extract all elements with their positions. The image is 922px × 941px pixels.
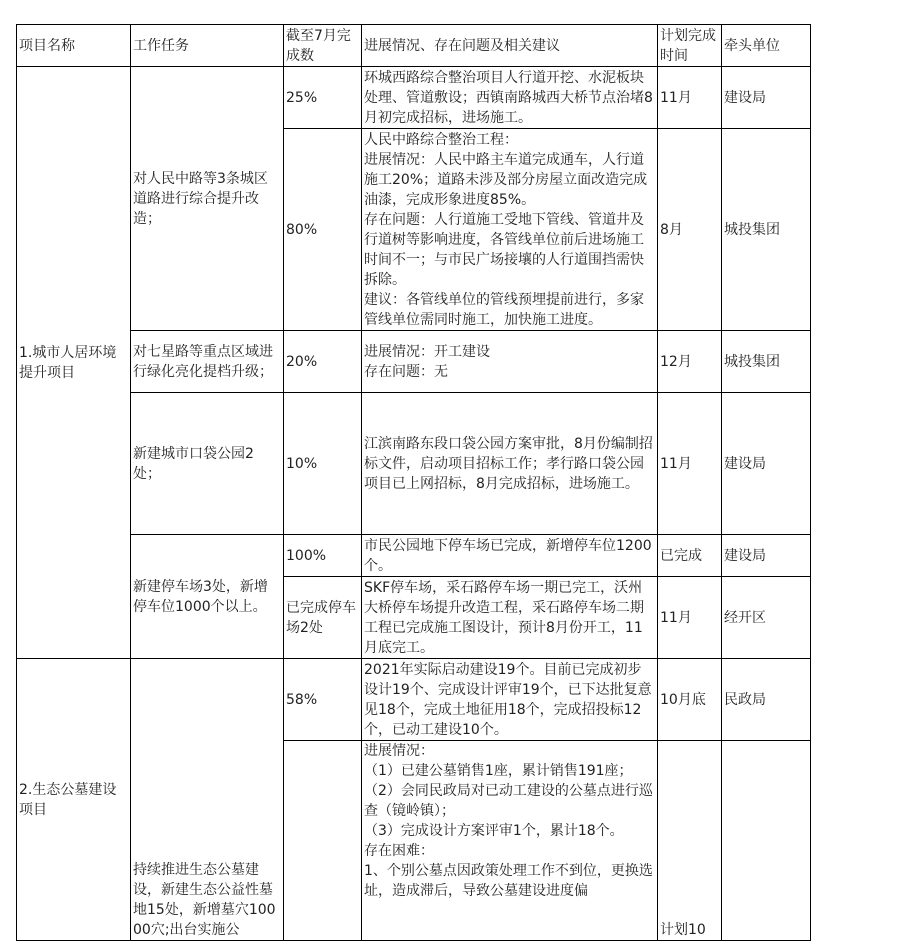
time-cell: 计划10 [658,741,722,941]
progress-cell: 环城西路综合整治项目人行道开挖、水泥板块处理、管道敷设；西镇南路城西大桥节点治堵8月初完成招标，进场施工。 [362,67,658,129]
table-row [17,535,811,577]
unit-cell: 城投集团 [722,129,811,331]
header-task: 工作任务 [131,25,284,67]
table-row [17,67,811,129]
task-cell: 新建城市口袋公园2处； [131,393,284,535]
unit-cell: 城投集团 [722,331,811,393]
progress-cell: 江滨南路东段口袋公园方案审批，8月份编制招标文件，启动项目招标工作；孝行路口袋公园项目已上网招标，8月完成招标，进场施工。 [362,393,658,535]
unit-cell: 建设局 [722,393,811,535]
header-planned-time: 计划完成时间 [658,25,722,67]
percent-cell: 已完成停车场2处 [284,577,362,659]
project-name-cell: 1.城市人居环境提升项目 [17,67,131,659]
time-cell: 12月 [658,331,722,393]
project-name-cell: 2.生态公墓建设项目 [17,659,131,941]
percent-cell [284,741,362,941]
percent-cell: 58% [284,659,362,741]
task-cell: 持续推进生态公墓建设，新建生态公益性墓地15处，新增墓穴10000穴;出台实施公 [131,659,284,941]
time-cell: 8月 [658,129,722,331]
progress-cell: 进展情况：开工建设 存在问题：无 [362,331,658,393]
percent-cell: 20% [284,331,362,393]
percent-cell: 10% [284,393,362,535]
task-cell: 新建停车场3处，新增停车位1000个以上。 [131,535,284,659]
progress-table [16,24,811,941]
progress-cell: SKF停车场，采石路停车场一期已完工，沃州大桥停车场提升改造工程，采石路停车场二期工程已完成施工图设计，预计8月份开工，11月底完工。 [362,577,658,659]
header-progress: 进展情况、存在问题及相关建议 [362,25,658,67]
percent-cell: 100% [284,535,362,577]
table-row [17,331,811,393]
header-project-name: 项目名称 [17,25,131,67]
unit-cell: 建设局 [722,535,811,577]
header-row [17,25,811,67]
table-row [17,393,811,535]
progress-cell: 市民公园地下停车场已完成，新增停车位1200个。 [362,535,658,577]
time-cell: 已完成 [658,535,722,577]
header-lead-unit: 牵头单位 [722,25,811,67]
task-cell: 对人民中路等3条城区道路进行综合提升改造； [131,67,284,331]
progress-cell: 2021年实际启动建设19个。目前已完成初步设计19个、完成设计评审19个，已下达批复意见18个，完成土地征用18个，完成招投标12个，已动工建设10个。 [362,659,658,741]
time-cell: 11月 [658,393,722,535]
unit-cell [722,741,811,941]
unit-cell: 经开区 [722,577,811,659]
header-completion: 截至7月完成数 [284,25,362,67]
percent-cell: 25% [284,67,362,129]
progress-cell: 人民中路综合整治工程： 进展情况：人民中路主车道完成通车，人行道施工20%；道路未涉及部分房屋立面改造完成油漆，完成形象进度85%。 存在问题：人行道施工受地下管线、管道井及行道树等影响进度，各管线单位前后进场施工时间不一；与市民广场接壤的人行道围挡需快拆除。 建议：各管线单位的管线预埋提前进行，多家管线单位需同时施工，加快施工进度。 [362,129,658,331]
time-cell: 10月底 [658,659,722,741]
progress-cell: 进展情况： （1）已建公墓销售1座，累计销售191座； （2）会同民政局对已动工建设的公墓点进行巡查（镜岭镇）； （3）完成设计方案评审1个，累计18个。 存在困难： 1、个别公墓点因政策处理工作不到位，更换选址，造成滞后，导致公墓建设进度偏 [362,741,658,941]
percent-cell: 80% [284,129,362,331]
unit-cell: 建设局 [722,67,811,129]
task-cell: 对七星路等重点区域进行绿化亮化提档升级； [131,331,284,393]
time-cell: 11月 [658,577,722,659]
time-cell: 11月 [658,67,722,129]
unit-cell: 民政局 [722,659,811,741]
table-row [17,659,811,741]
